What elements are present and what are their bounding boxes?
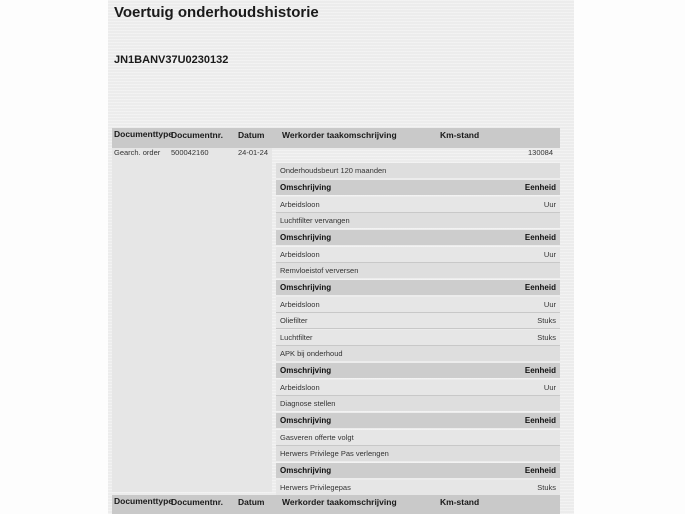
header-km: Km-stand <box>440 130 480 140</box>
header-doc-nr: Documentnr. <box>171 497 223 507</box>
record-date: 24-01-24 <box>238 148 269 157</box>
task-title: Remvloeistof verversen <box>276 263 560 278</box>
task-item: Luchtfilter Stuks <box>276 330 560 346</box>
task-item: Arbeidsloon Uur <box>276 247 560 263</box>
task-item: Herwers Privilegepas Stuks <box>276 480 560 496</box>
header-doc-nr: Documentnr. <box>171 130 223 140</box>
page-title: Voertuig onderhoudshistorie <box>114 4 319 21</box>
task-subheader: Omschrijving Eenheid <box>276 463 560 478</box>
task-title: Luchtfilter vervangen <box>276 213 560 228</box>
task-item: Oliefilter Stuks <box>276 313 560 329</box>
record-doc-nr: 500042160 <box>171 148 209 157</box>
header-km: Km-stand <box>440 497 480 507</box>
task-subheader: Omschrijving Eenheid <box>276 180 560 195</box>
table-header <box>112 128 560 148</box>
task-item: Arbeidsloon Uur <box>276 297 560 313</box>
task-title: APK bij onderhoud <box>276 346 560 361</box>
task-subheader: Omschrijving Eenheid <box>276 413 560 428</box>
task-subheader: Omschrijving Eenheid <box>276 363 560 378</box>
record-doc-type: Gearch. order <box>114 148 161 157</box>
header-date: Datum <box>238 130 265 140</box>
task-item: Arbeidsloon Uur <box>276 380 560 396</box>
task-subheader: Omschrijving Eenheid <box>276 230 560 245</box>
task-title: Onderhoudsbeurt 120 maanden <box>276 163 560 178</box>
record-km: 130084 <box>528 148 554 157</box>
header-description: Werkorder taakomschrijving <box>282 130 397 140</box>
header-doc-type: Documenttype <box>114 496 174 506</box>
header-doc-type: Documenttype <box>114 129 174 139</box>
vin-number: JN1BANV37U0230132 <box>114 54 229 66</box>
task-item: Arbeidsloon Uur <box>276 197 560 213</box>
table-header-repeat <box>112 495 560 514</box>
header-date: Datum <box>238 497 265 507</box>
right-margin <box>574 0 685 514</box>
left-margin <box>0 0 108 514</box>
task-title: Diagnose stellen <box>276 396 560 411</box>
task-item: Gasveren offerte volgt <box>276 430 560 446</box>
task-subheader: Omschrijving Eenheid <box>276 280 560 295</box>
record-info-block <box>112 148 272 492</box>
document-page <box>108 0 574 514</box>
task-title: Herwers Privilege Pas verlengen <box>276 446 560 461</box>
header-description: Werkorder taakomschrijving <box>282 497 397 507</box>
